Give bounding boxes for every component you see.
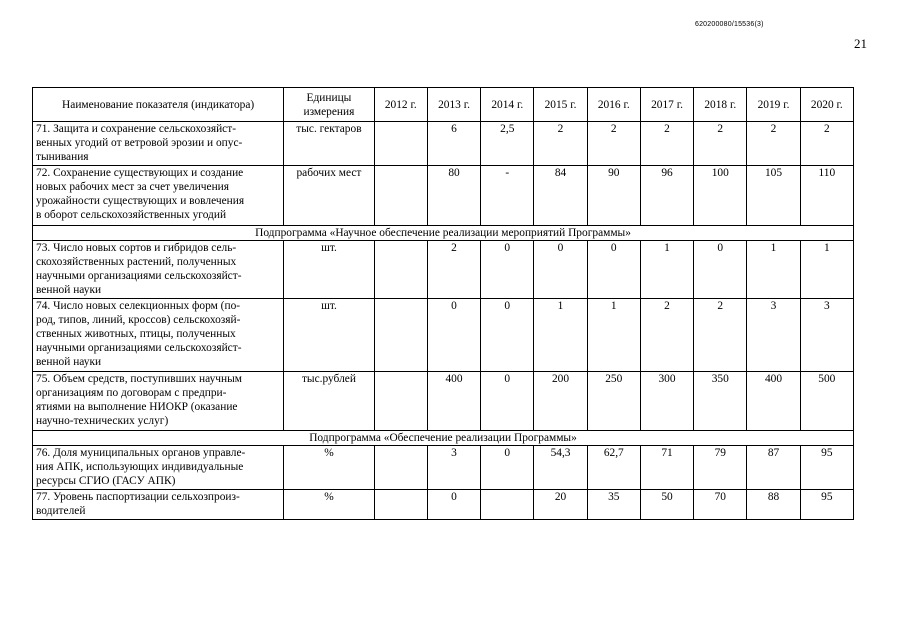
value-cell: 0 [481, 372, 534, 431]
indicator-unit: шт. [284, 241, 374, 299]
indicator-name: 73. Число новых сортов и гибридов сель- скохозяйственных растений, полученных научными организациями сельскохозяйст- венной науки [33, 241, 284, 299]
indicator-name: 72. Сохранение существующих и создание новых рабочих мест за счет увеличения урожайности существующих и вовлечения в оборот сельскохозяйственных угодий [33, 166, 284, 226]
value-cell: 400 [747, 372, 800, 431]
value-cell: - [481, 166, 534, 226]
value-cell: 87 [747, 446, 800, 490]
table-row [33, 299, 854, 372]
value-cell: 2 [587, 122, 640, 166]
value-cell: 2 [694, 299, 747, 372]
indicator-unit: тыс.рублей [284, 372, 374, 431]
value-cell [374, 372, 427, 431]
header-year: 2015 г. [534, 88, 587, 122]
header-year: 2018 г. [694, 88, 747, 122]
table-row [33, 241, 854, 299]
indicator-unit: % [284, 446, 374, 490]
value-cell: 500 [800, 372, 853, 431]
header-name: Наименование показателя (индикатора) [33, 88, 284, 122]
value-cell: 2 [747, 122, 800, 166]
value-cell: 105 [747, 166, 800, 226]
value-cell: 84 [534, 166, 587, 226]
value-cell: 95 [800, 446, 853, 490]
header-year: 2012 г. [374, 88, 427, 122]
value-cell: 79 [694, 446, 747, 490]
indicator-unit: рабочих мест [284, 166, 374, 226]
value-cell: 3 [747, 299, 800, 372]
indicator-unit: % [284, 490, 374, 520]
value-cell: 2 [640, 122, 693, 166]
value-cell: 400 [427, 372, 480, 431]
table-row [33, 446, 854, 490]
subprogram-title: Подпрограмма «Научное обеспечение реализации мероприятий Программы» [33, 226, 854, 241]
value-cell: 88 [747, 490, 800, 520]
value-cell: 2 [640, 299, 693, 372]
value-cell: 300 [640, 372, 693, 431]
value-cell: 2 [800, 122, 853, 166]
value-cell: 71 [640, 446, 693, 490]
value-cell: 20 [534, 490, 587, 520]
value-cell [374, 490, 427, 520]
value-cell: 6 [427, 122, 480, 166]
header-year: 2013 г. [427, 88, 480, 122]
value-cell: 0 [587, 241, 640, 299]
indicator-unit: шт. [284, 299, 374, 372]
value-cell: 3 [800, 299, 853, 372]
indicator-name: 71. Защита и сохранение сельскохозяйст- венных угодий от ветровой эрозии и опус- тынивания [33, 122, 284, 166]
table-row [33, 490, 854, 520]
value-cell: 35 [587, 490, 640, 520]
value-cell: 0 [481, 299, 534, 372]
value-cell [481, 490, 534, 520]
value-cell: 0 [427, 299, 480, 372]
header-year: 2017 г. [640, 88, 693, 122]
value-cell: 0 [534, 241, 587, 299]
indicator-name: 76. Доля муниципальных органов управле- ния АПК, использующих индивидуальные ресурсы СГИО (ГАСУ АПК) [33, 446, 284, 490]
value-cell: 96 [640, 166, 693, 226]
subprogram-title: Подпрограмма «Обеспечение реализации Программы» [33, 431, 854, 446]
table-row [33, 372, 854, 431]
indicator-unit: тыс. гектаров [284, 122, 374, 166]
value-cell: 1 [534, 299, 587, 372]
indicator-name: 75. Объем средств, поступивших научным организациям по договорам с предпри- ятиями на выполнение НИОКР (оказание научно-технических услуг) [33, 372, 284, 431]
value-cell: 350 [694, 372, 747, 431]
value-cell: 1 [747, 241, 800, 299]
table-row [33, 122, 854, 166]
value-cell: 0 [481, 241, 534, 299]
value-cell: 2,5 [481, 122, 534, 166]
indicator-name: 77. Уровень паспортизации сельхозпроиз- водителей [33, 490, 284, 520]
value-cell: 95 [800, 490, 853, 520]
value-cell: 1 [587, 299, 640, 372]
header-row [33, 88, 854, 122]
value-cell: 0 [481, 446, 534, 490]
table-row [33, 166, 854, 226]
value-cell: 62,7 [587, 446, 640, 490]
value-cell: 90 [587, 166, 640, 226]
value-cell: 1 [800, 241, 853, 299]
header-year: 2014 г. [481, 88, 534, 122]
header-year: 2016 г. [587, 88, 640, 122]
value-cell: 1 [640, 241, 693, 299]
value-cell [374, 241, 427, 299]
value-cell: 80 [427, 166, 480, 226]
value-cell [374, 299, 427, 372]
value-cell: 2 [534, 122, 587, 166]
value-cell: 50 [640, 490, 693, 520]
header-unit: Единицы измерения [284, 88, 374, 122]
value-cell: 70 [694, 490, 747, 520]
value-cell: 2 [694, 122, 747, 166]
value-cell: 0 [694, 241, 747, 299]
value-cell: 200 [534, 372, 587, 431]
value-cell: 54,3 [534, 446, 587, 490]
value-cell: 2 [427, 241, 480, 299]
value-cell [374, 446, 427, 490]
value-cell: 100 [694, 166, 747, 226]
value-cell: 0 [427, 490, 480, 520]
subprogram-row [33, 431, 854, 446]
value-cell: 250 [587, 372, 640, 431]
subprogram-row [33, 226, 854, 241]
value-cell [374, 122, 427, 166]
value-cell [374, 166, 427, 226]
page-number: 21 [854, 36, 867, 51]
header-year: 2020 г. [800, 88, 853, 122]
value-cell: 3 [427, 446, 480, 490]
indicator-name: 74. Число новых селекционных форм (по- род, типов, линий, кроссов) сельскохозяй- ственных животных, птицы, полученных научными организациями сельскохозяйст- венной науки [33, 299, 284, 372]
value-cell: 110 [800, 166, 853, 226]
indicators-table [32, 87, 854, 520]
header-year: 2019 г. [747, 88, 800, 122]
document-code: 620200080/15536(3) [695, 21, 764, 28]
